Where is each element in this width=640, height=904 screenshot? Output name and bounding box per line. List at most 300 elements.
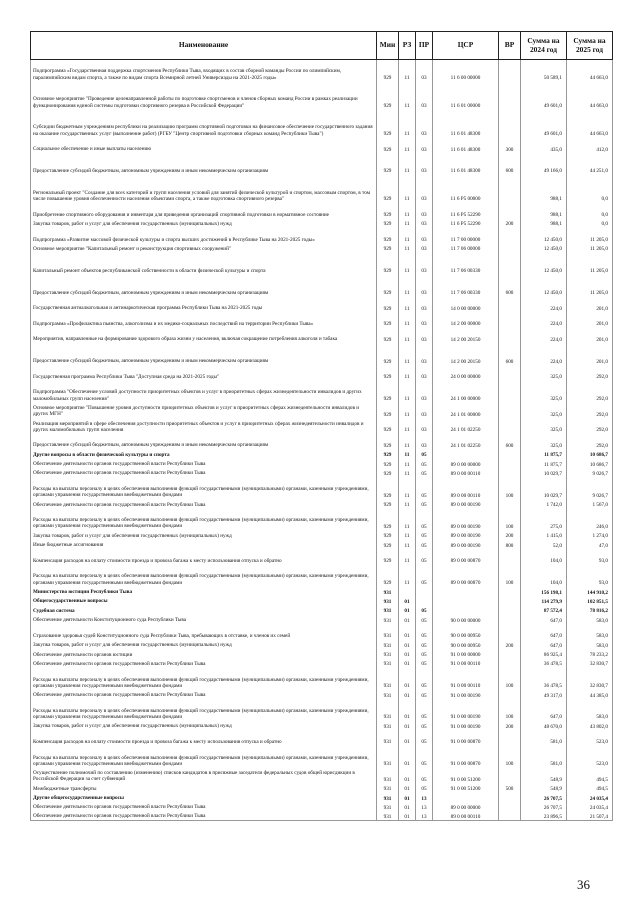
row-name: Другие вопросы в области физической культуры и спорта: [31, 449, 377, 458]
row-vr: 100: [499, 746, 521, 768]
row-name: Закупка товаров, работ и услуг для обеспечения государственных (муниципальных) нужд: [31, 530, 377, 539]
row-min: 929: [377, 153, 399, 175]
row-rz: 01: [399, 668, 416, 690]
row-sum-2024: 224,0: [521, 312, 567, 328]
row-csr: 89 0 00 00190: [433, 530, 499, 539]
row-min: 931: [377, 624, 399, 640]
row-vr: [499, 689, 521, 698]
row-min: 929: [377, 468, 399, 477]
row-min: 929: [377, 203, 399, 219]
row-vr: [499, 596, 521, 605]
row-pr: 03: [416, 380, 433, 402]
row-csr: [433, 596, 499, 605]
row-vr: [499, 458, 521, 467]
row-sum-2024: 988,1: [521, 175, 567, 203]
table-body: [31, 60, 613, 821]
row-name: Страхование здоровья судей Конституционного суда Республики Тыва, пребывающих в отставке, и членов их семей: [31, 624, 377, 640]
row-sum-2024: 50 589,1: [521, 60, 567, 82]
row-name: Закупка товаров, работ и услуг для обеспечения государственных (муниципальных) нужд: [31, 721, 377, 730]
row-min: 929: [377, 402, 399, 418]
row-pr: 05: [416, 689, 433, 698]
row-vr: [499, 811, 521, 820]
row-pr: 05: [416, 746, 433, 768]
row-pr: 03: [416, 343, 433, 365]
table-row: [31, 274, 613, 296]
row-sum-2024: 11 875,7: [521, 449, 567, 458]
table-row: [31, 783, 613, 792]
row-sum-2024: 11 875,7: [521, 458, 567, 467]
row-rz: 01: [399, 649, 416, 658]
row-pr: 03: [416, 365, 433, 381]
row-rz: 11: [399, 228, 416, 244]
row-pr: 05: [416, 477, 433, 499]
row-vr: 800: [499, 540, 521, 549]
row-name: Капитальный ремонт объектов республиканской собственности в области физической культуры и спорта: [31, 253, 377, 275]
row-rz: 11: [399, 253, 416, 275]
row-csr: 24 1 01 02250: [433, 418, 499, 434]
row-rz: 11: [399, 175, 416, 203]
row-min: 929: [377, 327, 399, 343]
row-name: Мероприятия, направленные на формирование здорового образа жизни у населения, включая сокращение потребления алкоголя и табака: [31, 327, 377, 343]
row-csr: 11 6 00 00000: [433, 60, 499, 82]
table-row: [31, 253, 613, 275]
row-min: 929: [377, 175, 399, 203]
table-row: [31, 477, 613, 499]
row-pr: 05: [416, 783, 433, 792]
row-pr: 05: [416, 499, 433, 508]
row-rz: 11: [399, 60, 416, 82]
row-sum-2025: 201,0: [567, 312, 613, 328]
row-pr: 03: [416, 203, 433, 219]
row-min: 931: [377, 605, 399, 614]
row-pr: 05: [416, 565, 433, 587]
row-pr: 03: [416, 418, 433, 434]
row-name: Реализация мероприятий в сфере обеспечения доступности приоритетных объектов и услуг в приоритетных сферах жизнедеятельности инвалидов и других маломобильных групп населения: [31, 418, 377, 434]
row-csr: 24 1 01 02250: [433, 433, 499, 449]
row-rz: 11: [399, 549, 416, 565]
row-sum-2025: 32 830,7: [567, 658, 613, 667]
row-vr: [499, 658, 521, 667]
row-sum-2025: 523,0: [567, 730, 613, 746]
row-rz: 01: [399, 811, 416, 820]
row-sum-2024: 548,9: [521, 767, 567, 783]
table-row: [31, 218, 613, 227]
header-min: Мин: [377, 32, 399, 60]
row-min: 931: [377, 668, 399, 690]
row-vr: [499, 203, 521, 219]
row-min: 931: [377, 658, 399, 667]
row-pr: 03: [416, 296, 433, 312]
row-rz: 01: [399, 624, 416, 640]
row-sum-2025: 292,0: [567, 365, 613, 381]
row-pr: 03: [416, 402, 433, 418]
row-pr: 05: [416, 767, 433, 783]
row-sum-2024: 49 166,0: [521, 153, 567, 175]
row-vr: [499, 586, 521, 595]
row-name: Компенсация расходов на оплату стоимости проезда и провоза багажа к месту использования отпуска и обратно: [31, 730, 377, 746]
table-row: [31, 549, 613, 565]
row-min: 931: [377, 802, 399, 811]
row-sum-2024: 26 707,5: [521, 792, 567, 801]
row-pr: 13: [416, 792, 433, 801]
row-pr: 03: [416, 153, 433, 175]
row-name: Осуществление полномочий по составлению (изменению) списков кандидатов в присяжные заседатели федеральных судов общей юрисдикции в Российской Федерации за счет субвенций: [31, 767, 377, 783]
row-rz: 01: [399, 730, 416, 746]
row-sum-2024: 12 450,0: [521, 253, 567, 275]
row-csr: 90 0 00 00950: [433, 624, 499, 640]
row-vr: [499, 60, 521, 82]
row-name: Обеспечение деятельности органов государственной власти Республики Тыва: [31, 458, 377, 467]
row-name: Другие общегосударственные вопросы: [31, 792, 377, 801]
row-vr: [499, 730, 521, 746]
row-name: Расходы на выплаты персоналу в целях обеспечения выполнения функций государственными (муниципальными) органами, казенными учреждениями, органами управления государственными внебюджетными фондами: [31, 565, 377, 587]
row-pr: 13: [416, 802, 433, 811]
row-rz: 11: [399, 458, 416, 467]
row-vr: [499, 327, 521, 343]
table-row: [31, 605, 613, 614]
table-row: [31, 60, 613, 82]
row-name: Основное мероприятие "Повышение уровня доступности приоритетных объектов и услуг в приоритетных сферах жизнедеятельности инвалидов и других МГН": [31, 402, 377, 418]
table-row: [31, 137, 613, 153]
row-pr: 05: [416, 658, 433, 667]
row-csr: 89 0 00 00110: [433, 477, 499, 499]
row-sum-2025: 44 663,0: [567, 60, 613, 82]
row-csr: 91 0 00 00870: [433, 746, 499, 768]
row-vr: [499, 175, 521, 203]
row-vr: [499, 228, 521, 244]
row-csr: 91 0 00 00870: [433, 730, 499, 746]
row-csr: [433, 586, 499, 595]
row-vr: [499, 402, 521, 418]
row-rz: 11: [399, 499, 416, 508]
row-vr: [499, 802, 521, 811]
row-csr: 11 6 01 48300: [433, 153, 499, 175]
row-sum-2025: 11 205,0: [567, 274, 613, 296]
row-name: Предоставление субсидий бюджетным, автономным учреждениям и иным некоммерческим организациям: [31, 274, 377, 296]
row-pr: 03: [416, 312, 433, 328]
row-vr: 600: [499, 343, 521, 365]
row-min: 931: [377, 767, 399, 783]
row-rz: 11: [399, 274, 416, 296]
row-rz: 01: [399, 639, 416, 648]
row-pr: 05: [416, 730, 433, 746]
table-row: [31, 721, 613, 730]
row-sum-2024: 10 029,7: [521, 477, 567, 499]
row-csr: 14 2 00 00000: [433, 312, 499, 328]
row-name: Закупка товаров, работ и услуг для обеспечения государственных (муниципальных) нужд: [31, 639, 377, 648]
row-rz: 11: [399, 203, 416, 219]
row-pr: 05: [416, 699, 433, 721]
row-vr: [499, 296, 521, 312]
table-row: [31, 153, 613, 175]
row-rz: 11: [399, 540, 416, 549]
row-vr: 300: [499, 137, 521, 153]
row-sum-2025: 78 233,2: [567, 649, 613, 658]
row-pr: 03: [416, 60, 433, 82]
row-pr: 05: [416, 721, 433, 730]
header-rz: РЗ: [399, 32, 416, 60]
row-sum-2025: 292,0: [567, 380, 613, 402]
header-vr: ВР: [499, 32, 521, 60]
budget-table-sheet: [30, 31, 612, 821]
row-vr: [499, 792, 521, 801]
row-sum-2025: 0,0: [567, 218, 613, 227]
table-row: [31, 109, 613, 137]
row-rz: 11: [399, 365, 416, 381]
row-sum-2024: 647,0: [521, 639, 567, 648]
table-row: [31, 458, 613, 467]
row-csr: 14 2 00 20150: [433, 327, 499, 343]
row-csr: 11 6 P5 52290: [433, 203, 499, 219]
row-vr: 200: [499, 721, 521, 730]
row-rz: 01: [399, 689, 416, 698]
row-rz: 01: [399, 783, 416, 792]
row-rz: [399, 586, 416, 595]
row-sum-2024: 224,0: [521, 343, 567, 365]
row-sum-2025: 102 851,5: [567, 596, 613, 605]
header-csr: ЦСР: [433, 32, 499, 60]
row-pr: 03: [416, 327, 433, 343]
table-row: [31, 468, 613, 477]
row-min: 929: [377, 218, 399, 227]
row-sum-2025: 10 686,7: [567, 449, 613, 458]
row-vr: [499, 615, 521, 624]
row-pr: 05: [416, 668, 433, 690]
row-min: 931: [377, 689, 399, 698]
row-vr: 100: [499, 565, 521, 587]
row-sum-2024: 325,0: [521, 380, 567, 402]
row-csr: 89 0 00 00190: [433, 508, 499, 530]
row-csr: 91 0 00 00000: [433, 649, 499, 658]
row-sum-2024: 104,0: [521, 549, 567, 565]
row-vr: [499, 605, 521, 614]
row-sum-2024: 114 279,9: [521, 596, 567, 605]
row-name: Межбюджетные трансферты: [31, 783, 377, 792]
row-rz: 01: [399, 746, 416, 768]
row-sum-2025: 583,0: [567, 624, 613, 640]
row-min: 931: [377, 699, 399, 721]
row-pr: 05: [416, 624, 433, 640]
row-sum-2025: 24 035,4: [567, 792, 613, 801]
row-pr: 05: [416, 605, 433, 614]
row-csr: 11 7 06 00330: [433, 274, 499, 296]
row-csr: 24 1 01 00000: [433, 402, 499, 418]
row-csr: 24 0 00 00000: [433, 365, 499, 381]
row-vr: 100: [499, 699, 521, 721]
row-sum-2024: 581,0: [521, 730, 567, 746]
row-pr: 05: [416, 530, 433, 539]
row-rz: 01: [399, 767, 416, 783]
row-name: Расходы на выплаты персоналу в целях обеспечения выполнения функций государственными (муниципальными) органами, казенными учреждениями, органами управления государственными внебюджетными фондами: [31, 508, 377, 530]
row-sum-2024: 224,0: [521, 327, 567, 343]
row-rz: 11: [399, 312, 416, 328]
row-vr: [499, 549, 521, 565]
row-sum-2024: 581,0: [521, 746, 567, 768]
row-sum-2025: 246,0: [567, 508, 613, 530]
budget-table: [30, 31, 613, 821]
row-name: Расходы на выплаты персоналу в целях обеспечения выполнения функций государственными (муниципальными) органами, казенными учреждениями, органами управления государственными внебюджетными фондами: [31, 668, 377, 690]
row-name: Подпрограмма «Государственная поддержка спортсменов Республики Тыва, входящих в состав сборной команды России по олимпийским, паралимпийским видам спорта, а также по видам спорта Всемирной летней Универсиады на 2021-2025 годы»: [31, 60, 377, 82]
row-rz: 11: [399, 449, 416, 458]
header-sum-2025: Сумма на 2025 год: [567, 32, 613, 60]
row-min: 929: [377, 418, 399, 434]
row-csr: 14 0 00 00000: [433, 296, 499, 312]
row-sum-2025: 1 567,0: [567, 499, 613, 508]
row-name: Подпрограмма «Развитие массовой физической культуры и спорта высших достижений в Республике Тыва на 2021-2025 годы»: [31, 228, 377, 244]
row-csr: 90 0 00 00950: [433, 639, 499, 648]
row-pr: 05: [416, 615, 433, 624]
row-vr: 100: [499, 508, 521, 530]
row-name: Обеспечение деятельности органов государственной власти Республики Тыва: [31, 468, 377, 477]
row-vr: [499, 767, 521, 783]
row-rz: 11: [399, 109, 416, 137]
row-sum-2024: 10 029,7: [521, 468, 567, 477]
row-csr: 89 0 00 00870: [433, 565, 499, 587]
row-csr: 91 0 00 00110: [433, 668, 499, 690]
table-row: [31, 243, 613, 252]
row-rz: 11: [399, 433, 416, 449]
row-min: 929: [377, 109, 399, 137]
row-min: 929: [377, 458, 399, 467]
row-pr: 03: [416, 433, 433, 449]
row-sum-2024: 12 450,0: [521, 274, 567, 296]
row-min: 931: [377, 649, 399, 658]
row-csr: 91 0 00 00190: [433, 699, 499, 721]
row-min: 929: [377, 540, 399, 549]
table-row: [31, 296, 613, 312]
row-min: 929: [377, 137, 399, 153]
row-pr: 03: [416, 243, 433, 252]
row-sum-2025: 32 830,7: [567, 668, 613, 690]
row-rz: 11: [399, 508, 416, 530]
row-vr: [499, 468, 521, 477]
table-row: [31, 327, 613, 343]
table-row: [31, 767, 613, 783]
row-rz: 11: [399, 418, 416, 434]
table-row: [31, 499, 613, 508]
row-vr: [499, 449, 521, 458]
row-sum-2024: 548,9: [521, 783, 567, 792]
table-row: [31, 802, 613, 811]
row-sum-2025: 1 274,0: [567, 530, 613, 539]
row-csr: 89 0 00 00110: [433, 811, 499, 820]
row-sum-2024: 36 478,5: [521, 668, 567, 690]
table-row: [31, 658, 613, 667]
row-name: Субсидии бюджетным учреждениям республики на реализацию программ спортивной подготовки на финансовое обеспечение государственного задания на оказание государственных услуг (выполнение работ) (РГБУ "Центр спортивной подготовки сборных команд Республики Тыва"): [31, 109, 377, 137]
row-name: Обеспечение деятельности органов юстиции: [31, 649, 377, 658]
row-sum-2024: 48 670,0: [521, 721, 567, 730]
row-min: 929: [377, 365, 399, 381]
row-pr: 05: [416, 540, 433, 549]
row-sum-2025: 583,0: [567, 639, 613, 648]
row-rz: 11: [399, 530, 416, 539]
row-csr: 89 0 00 00190: [433, 540, 499, 549]
row-rz: 11: [399, 218, 416, 227]
row-rz: 11: [399, 380, 416, 402]
row-pr: 03: [416, 175, 433, 203]
row-rz: 11: [399, 565, 416, 587]
row-sum-2025: 78 816,2: [567, 605, 613, 614]
row-sum-2024: 49 601,0: [521, 81, 567, 109]
row-name: Расходы на выплаты персоналу в целях обеспечения выполнения функций государственными (муниципальными) органами, казенными учреждениями, органами управления государственными внебюджетными фондами: [31, 699, 377, 721]
row-csr: 11 7 06 00000: [433, 243, 499, 252]
row-sum-2024: 224,0: [521, 296, 567, 312]
row-sum-2024: 647,0: [521, 699, 567, 721]
row-sum-2025: 11 205,0: [567, 243, 613, 252]
row-min: 931: [377, 783, 399, 792]
row-min: 931: [377, 792, 399, 801]
row-sum-2024: 988,1: [521, 203, 567, 219]
row-sum-2024: 325,0: [521, 433, 567, 449]
table-row: [31, 203, 613, 219]
row-name: Министерство юстиции Республики Тыва: [31, 586, 377, 595]
row-csr: 11 6 P5 00000: [433, 175, 499, 203]
row-csr: 91 0 00 51200: [433, 767, 499, 783]
row-min: 929: [377, 274, 399, 296]
row-sum-2024: 1 415,0: [521, 530, 567, 539]
row-pr: 05: [416, 549, 433, 565]
table-row: [31, 624, 613, 640]
row-vr: 600: [499, 274, 521, 296]
row-min: 931: [377, 730, 399, 746]
row-min: 931: [377, 721, 399, 730]
row-sum-2025: 47,0: [567, 540, 613, 549]
row-pr: 03: [416, 228, 433, 244]
table-row: [31, 540, 613, 549]
row-rz: 11: [399, 243, 416, 252]
table-row: [31, 380, 613, 402]
row-min: 929: [377, 253, 399, 275]
row-vr: [499, 649, 521, 658]
row-rz: 11: [399, 81, 416, 109]
row-sum-2024: 325,0: [521, 418, 567, 434]
row-csr: 89 0 00 00000: [433, 802, 499, 811]
row-rz: 01: [399, 699, 416, 721]
row-sum-2025: 44 251,0: [567, 153, 613, 175]
row-rz: 11: [399, 468, 416, 477]
row-name: Расходы на выплаты персоналу в целях обеспечения выполнения функций государственными (муниципальными) органами, казенными учреждениями, органами управления государственными внебюджетными фондами: [31, 477, 377, 499]
row-rz: 11: [399, 402, 416, 418]
row-sum-2025: 583,0: [567, 699, 613, 721]
row-min: 929: [377, 508, 399, 530]
row-csr: [433, 449, 499, 458]
row-sum-2025: 523,0: [567, 746, 613, 768]
row-name: Подпрограмма «Профилактика пьянства, алкоголизма и их медико-социальных последствий на территории Республики Тыва»: [31, 312, 377, 328]
row-pr: 05: [416, 468, 433, 477]
row-name: Социальное обеспечение и иные выплаты населению: [31, 137, 377, 153]
row-sum-2025: 201,0: [567, 327, 613, 343]
row-rz: 11: [399, 137, 416, 153]
row-name: Обеспечение деятельности органов государственной власти Республики Тыва: [31, 811, 377, 820]
row-sum-2025: 93,0: [567, 565, 613, 587]
row-sum-2025: 10 686,7: [567, 458, 613, 467]
row-pr: 03: [416, 109, 433, 137]
row-rz: 01: [399, 658, 416, 667]
row-vr: [499, 499, 521, 508]
table-row: [31, 81, 613, 109]
row-rz: 11: [399, 343, 416, 365]
row-sum-2024: 647,0: [521, 615, 567, 624]
row-csr: [433, 605, 499, 614]
row-vr: [499, 380, 521, 402]
row-sum-2024: 86 925,4: [521, 649, 567, 658]
row-name: Закупка товаров, работ и услуг для обеспечения государственных (муниципальных) нужд: [31, 218, 377, 227]
row-sum-2025: 494,5: [567, 783, 613, 792]
table-row: [31, 365, 613, 381]
row-vr: [499, 243, 521, 252]
table-row: [31, 433, 613, 449]
row-min: 929: [377, 380, 399, 402]
